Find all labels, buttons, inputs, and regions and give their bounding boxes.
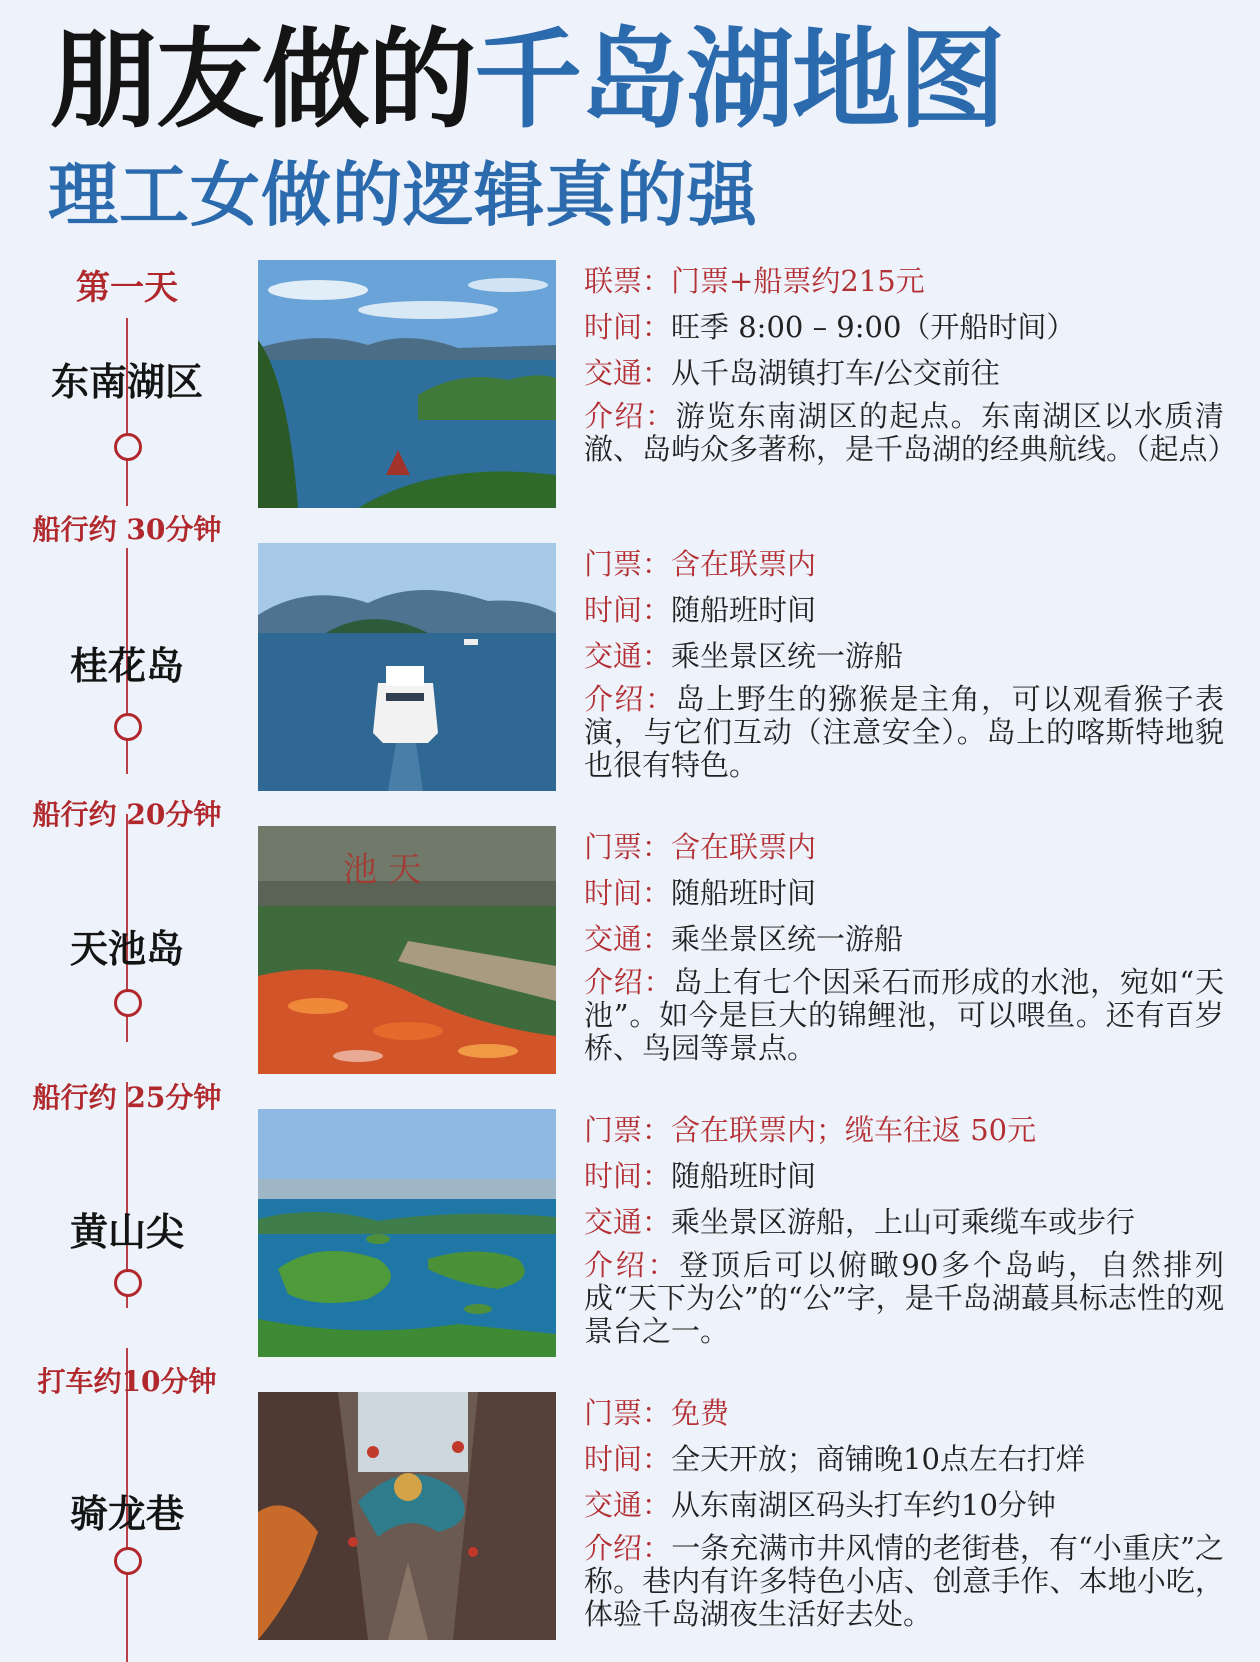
timeline-node: [114, 433, 142, 461]
ticket-value: 含在联票内: [671, 830, 817, 864]
ticket-line: [584, 541, 1224, 587]
time-line: [584, 870, 1224, 916]
photo-guihua-island: [258, 543, 556, 791]
time-line: [584, 587, 1224, 633]
time-label: 时间：: [584, 593, 672, 627]
day-label: 第一天: [76, 268, 178, 308]
intro-text: 岛上野生的猕猴是主角，可以观看猴子表演，与它们互动（注意安全）。岛上的喀斯特地貌也很有特色。: [584, 682, 1224, 782]
transport-line: [584, 350, 1224, 396]
info-guihua: [584, 541, 1224, 782]
timeline-line: [126, 318, 128, 506]
transport-label: 交通：: [584, 1205, 672, 1239]
intro-label: 介绍：: [584, 1531, 672, 1565]
ticket-value: 含在联票内；缆车往返 50元: [671, 1113, 1037, 1147]
intro-label: 介绍：: [584, 682, 676, 716]
time-value: 随船班时间: [671, 876, 817, 910]
transport-line: [584, 916, 1224, 962]
intro-label: 介绍：: [584, 965, 674, 999]
intro-text: 一条充满市井风情的老街巷，有“小重庆”之称。巷内有许多特色小店、创意手作、本地小吃，体验千岛湖夜生活好去处。: [584, 1531, 1224, 1631]
intro-block: [584, 966, 1224, 1065]
transit-label: 船行约 25分钟: [32, 1081, 222, 1114]
transport-label: 交通：: [584, 356, 672, 390]
timeline-node: [114, 1547, 142, 1575]
title-part2: 千岛湖地图: [474, 18, 1005, 143]
page-title: [50, 18, 1004, 143]
time-line: [584, 1436, 1224, 1482]
time-label: 时间：: [584, 1442, 672, 1476]
ticket-value: 含在联票内: [671, 547, 817, 581]
info-tianchi: [584, 824, 1224, 1065]
ticket-value: 免费: [671, 1396, 730, 1430]
transport-line: [584, 1482, 1224, 1528]
title-part1: 朋友做的: [50, 18, 475, 143]
timeline-node: [114, 713, 142, 741]
transit-label: 打车约10分钟: [37, 1365, 217, 1398]
ticket-line: [584, 258, 1224, 304]
ticket-label: 门票：: [584, 547, 672, 581]
transport-label: 交通：: [584, 922, 672, 956]
spot-name-guihua: 桂花岛: [69, 643, 184, 688]
ticket-label: 联票：: [584, 264, 672, 298]
time-value: 随船班时间: [671, 1159, 817, 1193]
time-label: 时间：: [584, 876, 672, 910]
intro-text: 岛上有七个因采石而形成的水池，宛如“天池”。如今是巨大的锦鲤池，可以喂鱼。还有百岁桥、鸟园等景点。: [584, 965, 1224, 1065]
photo-huangshanjian: [258, 1109, 556, 1357]
info-huangshanjian: [584, 1107, 1224, 1348]
transport-value: 乘坐景区统一游船: [671, 639, 904, 673]
info-qilongxiang: [584, 1390, 1224, 1631]
transport-line: [584, 1199, 1224, 1245]
time-value: 旺季 8:00 – 9:00（开船时间）: [671, 310, 1076, 344]
time-label: 时间：: [584, 310, 672, 344]
time-label: 时间：: [584, 1159, 672, 1193]
page-subtitle: 理工女做的逻辑真的强: [48, 154, 758, 236]
spot-name-qilongxiang: 骑龙巷: [69, 1491, 184, 1536]
ticket-value: 门票+船票约215元: [671, 264, 925, 298]
photo-dongnan-lake: [258, 260, 556, 508]
ticket-line: [584, 1390, 1224, 1436]
ticket-label: 门票：: [584, 1396, 672, 1430]
time-line: [584, 304, 1224, 350]
transport-label: 交通：: [584, 1488, 672, 1522]
spot-name-huangshanjian: 黄山尖: [69, 1209, 184, 1254]
ticket-line: [584, 1107, 1224, 1153]
time-line: [584, 1153, 1224, 1199]
cliff-carving: 池 天: [343, 850, 422, 890]
ticket-label: 门票：: [584, 830, 672, 864]
timeline-node: [114, 989, 142, 1017]
ticket-line: [584, 824, 1224, 870]
intro-block: [584, 1532, 1224, 1631]
transit-label: 船行约 30分钟: [32, 513, 222, 546]
time-value: 全天开放；商铺晚10点左右打烊: [671, 1442, 1085, 1476]
intro-block: [584, 1249, 1224, 1348]
spot-name-tianchi: 天池岛: [69, 926, 184, 971]
intro-label: 介绍：: [584, 399, 676, 433]
intro-text: 登顶后可以俯瞰90多个岛屿，自然排列成“天下为公”的“公”字，是千岛湖蕞具标志性的观景台之一。: [584, 1248, 1224, 1348]
transport-value: 乘坐景区游船，上山可乘缆车或步行: [671, 1205, 1136, 1239]
intro-text: 游览东南湖区的起点。东南湖区以水质清澈、岛屿众多著称，是千岛湖的经典航线。（起点）: [584, 399, 1237, 466]
transport-value: 从千岛湖镇打车/公交前往: [671, 356, 1000, 390]
photo-tianchi-island: [258, 826, 556, 1074]
timeline-node: [114, 1269, 142, 1297]
time-value: 随船班时间: [671, 593, 817, 627]
info-dongnan: [584, 258, 1237, 466]
transit-label: 船行约 20分钟: [32, 798, 222, 831]
intro-block: [584, 399, 1237, 466]
intro-block: [584, 683, 1224, 782]
photo-qilongxiang: [258, 1392, 556, 1640]
spot-name-dongnan: 东南湖区: [50, 359, 203, 404]
ticket-label: 门票：: [584, 1113, 672, 1147]
transport-value: 乘坐景区统一游船: [671, 922, 904, 956]
transport-line: [584, 633, 1224, 679]
transport-label: 交通：: [584, 639, 672, 673]
intro-label: 介绍：: [584, 1248, 680, 1282]
transport-value: 从东南湖区码头打车约10分钟: [671, 1488, 1056, 1522]
